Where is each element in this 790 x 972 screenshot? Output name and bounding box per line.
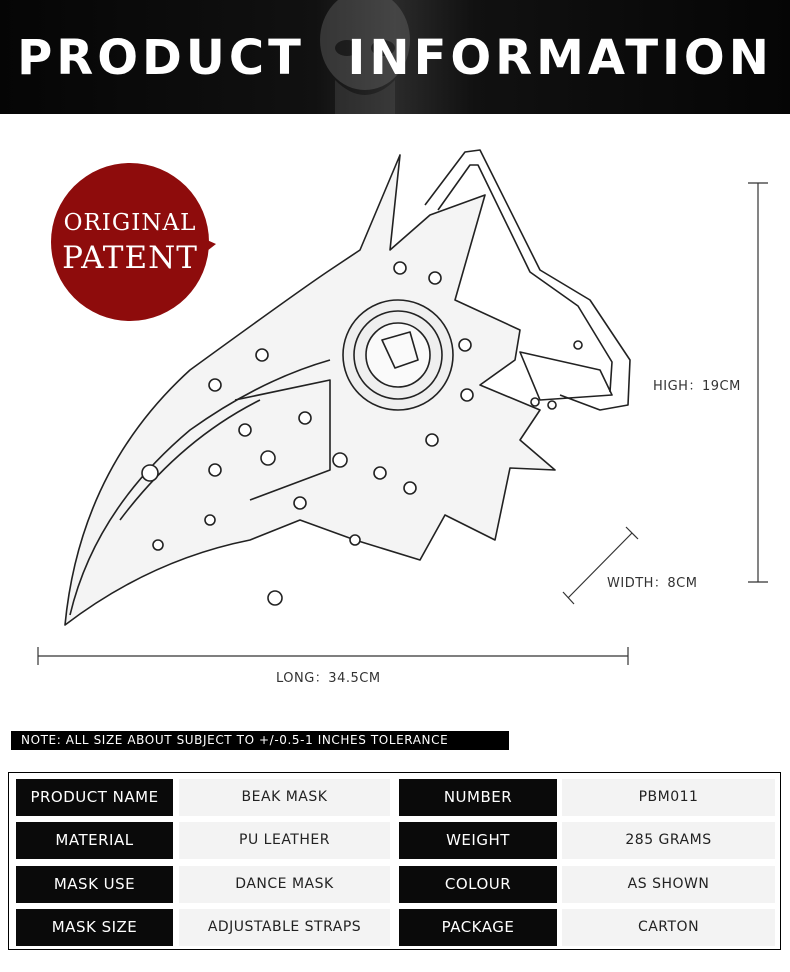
spec-value: ADJUSTABLE STRAPS [179, 909, 390, 946]
spec-label: WEIGHT [399, 822, 557, 859]
badge-line-1: ORIGINAL [63, 210, 197, 236]
header-banner [0, 0, 790, 114]
beak-mask-illustration [0, 140, 790, 700]
page-title: PRODUCT INFORMATION [17, 30, 773, 86]
spec-label: PACKAGE [399, 909, 557, 946]
badge-line-2: PATENT [62, 240, 198, 276]
height-dimension-label: HIGH：19CM [653, 379, 741, 394]
spec-value: PU LEATHER [179, 822, 390, 859]
spec-label: MATERIAL [16, 822, 173, 859]
spec-label: PRODUCT NAME [16, 779, 173, 816]
spec-label: NUMBER [399, 779, 557, 816]
spec-value: DANCE MASK [179, 866, 390, 903]
spec-label: COLOUR [399, 866, 557, 903]
spec-value: 285 GRAMS [562, 822, 775, 859]
spec-label: MASK USE [16, 866, 173, 903]
spec-table [8, 772, 781, 950]
spec-value: AS SHOWN [562, 866, 775, 903]
spec-value: BEAK MASK [179, 779, 390, 816]
spec-value: CARTON [562, 909, 775, 946]
tolerance-note: NOTE: ALL SIZE ABOUT SUBJECT TO +/-0.5-1 INCHES TOLERANCE [11, 731, 509, 750]
width-dimension-label: WIDTH：8CM [607, 576, 698, 591]
spec-value: PBM011 [562, 779, 775, 816]
length-dimension-label: LONG：34.5CM [276, 671, 381, 686]
spec-label: MASK SIZE [16, 909, 173, 946]
